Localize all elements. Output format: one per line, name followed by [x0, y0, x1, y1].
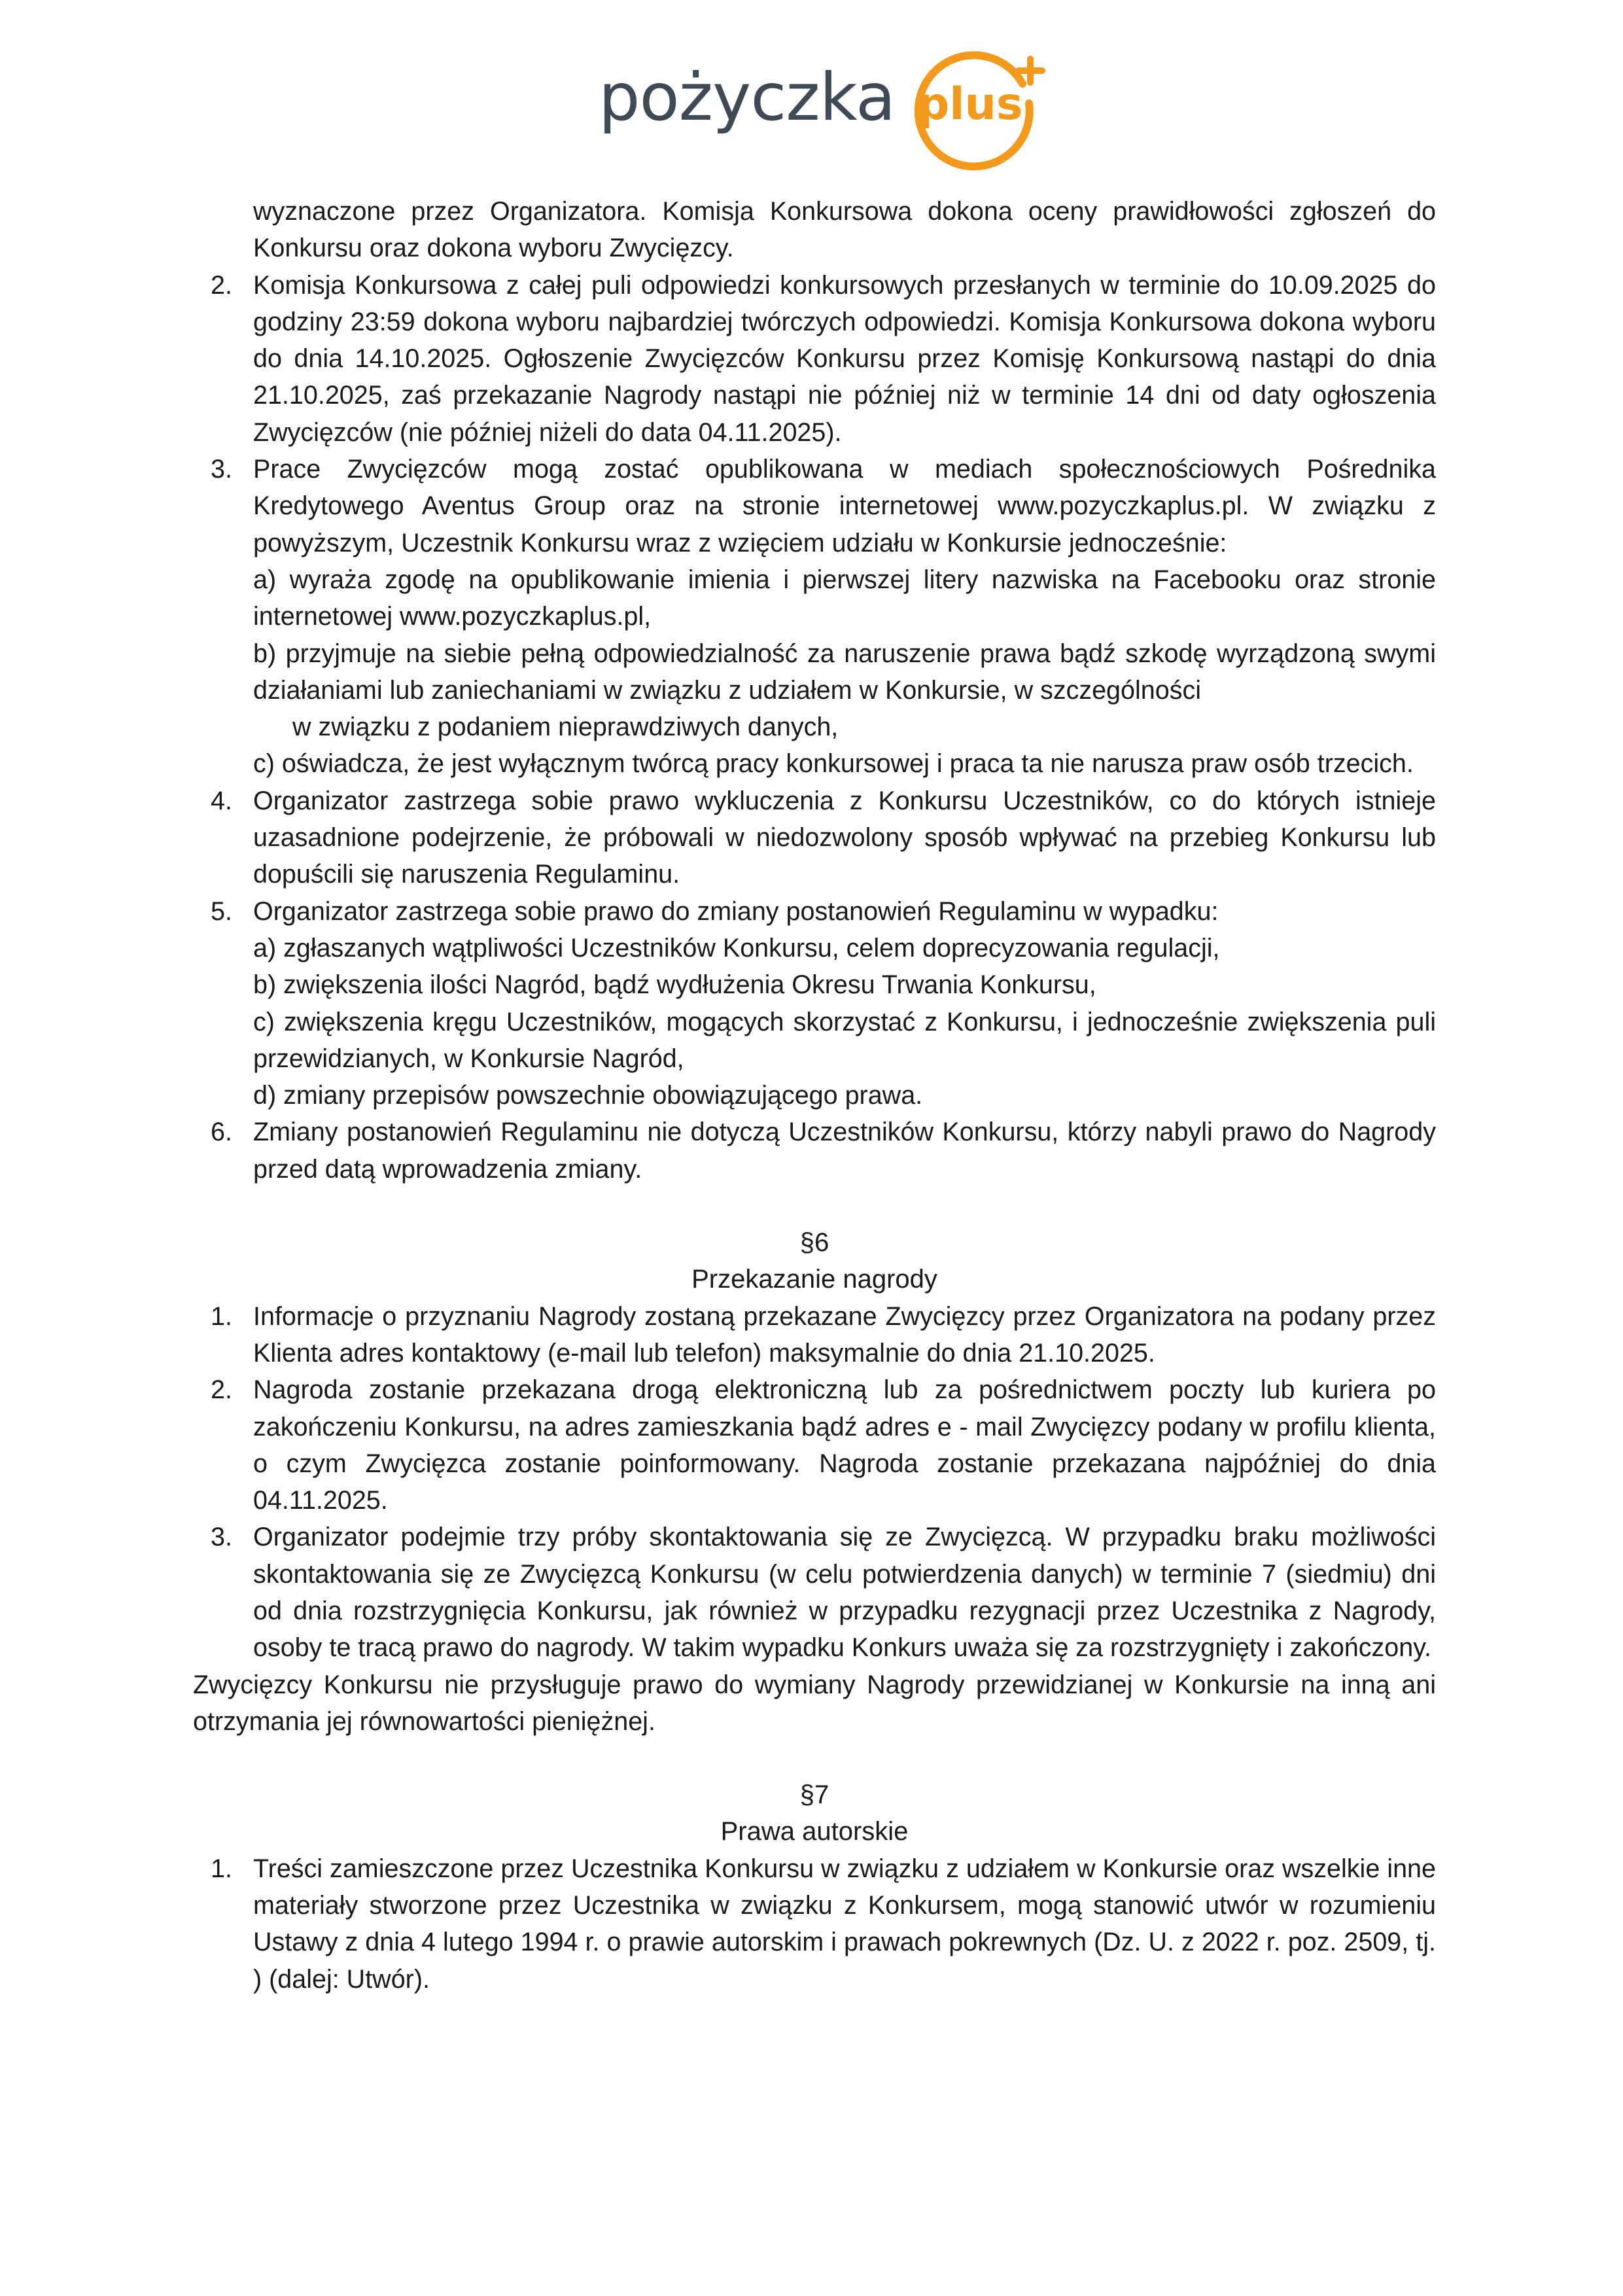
section-spacer	[193, 1188, 1436, 1224]
sub-item-a: a) wyraża zgodę na opublikowanie imienia i pierwszej litery nazwiska na Facebooku oraz stronie internetowej www.pozyczkaplus.pl,	[253, 565, 1436, 631]
item-number: 3.	[211, 1523, 232, 1552]
item-text: Nagroda zostanie przekazana drogą elektroniczną lub za pośrednictwem poczty lub kuriera po zakończeniu Konkursu, na adres zamieszkania bądź adres e - mail Zwycięzcy podany w profilu klienta, o czym Zwycięzca zostanie poinformowany. Nagroda zostanie przekazana najpóźniej do dnia 04.11.2025.	[253, 1375, 1436, 1515]
document-body	[193, 193, 1436, 1998]
sub-item-b: b) przyjmuje na siebie pełną odpowiedzialność za naruszenie prawa bądź szkodę wyrządzoną swymi działaniami lub zaniechaniami w związku z udziałem w Konkursie, w szczególności	[253, 639, 1436, 705]
sub-item-a: a) zgłaszanych wątpliwości Uczestników Konkursu, celem doprecyzowania regulacji,	[253, 933, 1220, 963]
section-7-mark: §7	[799, 1780, 829, 1810]
intro-continuation	[193, 193, 1436, 267]
section-6-title: Przekazanie nagrody	[691, 1265, 937, 1294]
s7-item-1	[193, 1850, 1436, 1998]
item-text: Prace Zwycięzców mogą zostać opublikowana w mediach społecznościowych Pośrednika Kredytowego Aventus Group oraz na stronie internetowej www.pozyczkaplus.pl. W związku z powyższym, Uczestnik Konkursu wraz z wzięciem udziału w Konkursie jednocześnie:	[253, 455, 1436, 557]
item-number: 5.	[211, 896, 232, 926]
item-text: Informacje o przyznaniu Nagrody zostaną przekazane Zwycięzcy przez Organizatora na podany przez Klienta adres kontaktowy (e-mail lub telefon) maksymalnie do dnia 21.10.2025.	[253, 1301, 1436, 1368]
s5-item-6	[193, 1114, 1436, 1188]
s6-closing-paragraph: Zwycięzcy Konkursu nie przysługuje prawo do wymiany Nagrody przewidzianej w Konkursie na inną ani otrzymania jej równowartości pieniężnej.	[193, 1670, 1436, 1736]
s6-item-3	[193, 1519, 1436, 1666]
item-text: Treści zamieszczone przez Uczestnika Konkursu w związku z udziałem w Konkursie oraz wszelkie inne materiały stworzone przez Uczestnika w związku z Konkursem, mogą stanowić utwór w rozumieniu Ustawy z dnia 4 lutego 1994 r. o prawie autorskim i prawach pokrewnych (Dz. U. z 2022 r. poz. 2509, tj. ) (dalej: Utwór).	[253, 1854, 1436, 1994]
item-number: 4.	[211, 786, 232, 815]
item-number: 6.	[211, 1118, 232, 1147]
sub-item-d: d) zmiany przepisów powszechnie obowiązującego prawa.	[253, 1081, 923, 1110]
s5-item-4	[193, 783, 1436, 893]
item-number: 1.	[211, 1301, 232, 1331]
logo-badge-text: plus	[917, 79, 1023, 130]
item-number: 3.	[211, 455, 232, 484]
item-text: Zmiany postanowień Regulaminu nie dotyczą Uczestników Konkursu, którzy nabyli prawo do Nagrody przed datą wprowadzenia zmiany.	[253, 1118, 1436, 1184]
s5-item-5	[193, 893, 1436, 1114]
section-6-mark: §6	[799, 1228, 829, 1258]
s6-item-1	[193, 1298, 1436, 1372]
item-text: Organizator podejmie trzy próby skontaktowania się ze Zwycięzcą. W przypadku braku możliwości skontaktowania się ze Zwycięzcą Konkursu (w celu potwierdzenia danych) w terminie 7 (siedmiu) dni od dnia rozstrzygnięcia Konkursu, jak również w przypadku rezygnacji przez Uczestnika z Nagrody, osoby te tracą prawo do nagrody. W takim wypadku Konkurs uważa się za rozstrzygnięty i zakończony.	[253, 1523, 1436, 1663]
item-text: Komisja Konkursowa z całej puli odpowiedzi konkursowych przesłanych w terminie do 10.09.2025 do godziny 23:59 dokona wyboru najbardziej twórczych odpowiedzi. Komisja Konkursowa dokona wyboru do dnia 14.10.2025. Ogłoszenie Zwycięzców Konkursu przez Komisję Konkursową nastąpi do dnia 21.10.2025, zaś przekazanie Nagrody nastąpi nie później niż w terminie 14 dni od daty ogłoszenia Zwycięzców (nie później niżeli do data 04.11.2025).	[253, 270, 1436, 447]
item-number: 2.	[211, 1375, 232, 1405]
item-text: Organizator zastrzega sobie prawo wykluczenia z Konkursu Uczestników, co do których istnieje uzasadnione podejrzenie, że próbowali w niedozwolony sposób wpływać na przebieg Konkursu lub dopuścili się naruszenia Regulaminu.	[253, 786, 1436, 889]
item-number: 1.	[211, 1854, 232, 1883]
section-spacer	[193, 1740, 1436, 1776]
item-text: Organizator zastrzega sobie prawo do zmiany postanowień Regulaminu w wypadku:	[253, 896, 1219, 926]
logo-wordmark: pożyczka	[599, 59, 896, 135]
sub-item-c: c) oświadcza, że jest wyłącznym twórcą pracy konkursowej i praca ta nie narusza praw osób trzecich.	[253, 749, 1414, 779]
s6-item-2	[193, 1371, 1436, 1519]
brand-logo	[599, 31, 1030, 169]
section-7-title: Prawa autorskie	[720, 1817, 909, 1846]
sub-item-b-continued: w związku z podaniem nieprawdziwych danych,	[292, 713, 839, 742]
sub-item-c: c) zwiększenia kręgu Uczestników, mogących skorzystać z Konkursu, i jednocześnie zwiększenia puli przewidzianych, w Konkursie Nagród,	[253, 1007, 1436, 1073]
s5-item-2	[193, 267, 1436, 451]
intro-text: wyznaczone przez Organizatora. Komisja Konkursowa dokona oceny prawidłowości zgłoszeń do Konkursu oraz dokona wyboru Zwycięzcy.	[253, 197, 1436, 263]
sub-item-b: b) zwiększenia ilości Nagród, bądź wydłużenia Okresu Trwania Konkursu,	[253, 970, 1096, 1000]
item-number: 2.	[211, 270, 232, 300]
s5-item-3	[193, 451, 1436, 783]
